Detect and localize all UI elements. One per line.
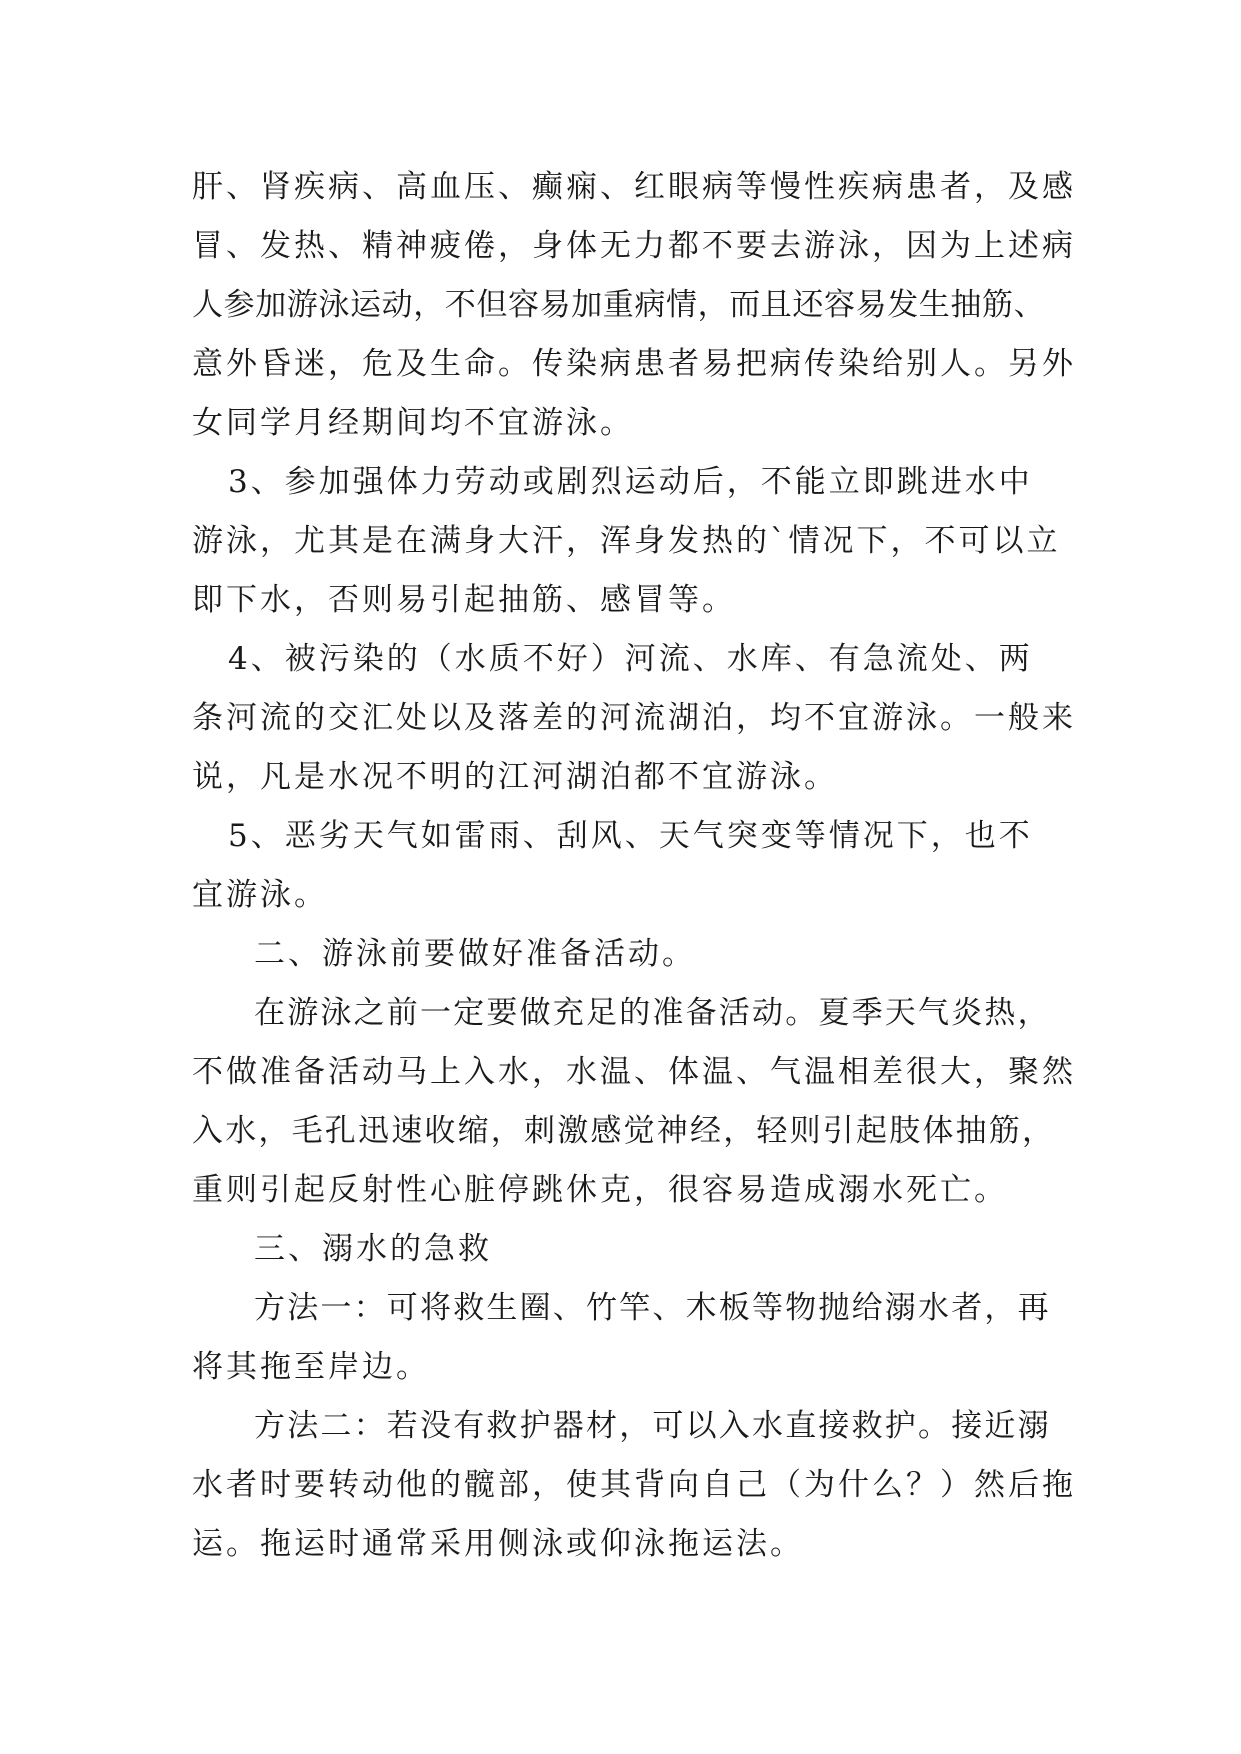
text-line: 4、被污染的（水质不好）河流、水库、有急流处、两 bbox=[228, 641, 1033, 677]
text-line: 运。拖运时通常采用侧泳或仰泳拖运法。 bbox=[192, 1526, 804, 1562]
text-line: 重则引起反射性心脏停跳休克，很容易造成溺水死亡。 bbox=[192, 1172, 1008, 1208]
text-line: 女同学月经期间均不宜游泳。 bbox=[192, 405, 634, 441]
text-line: 方法一：可将救生圈、竹竿、木板等物抛给溺水者，再 bbox=[254, 1290, 1051, 1326]
text-line: 将其拖至岸边。 bbox=[192, 1349, 430, 1385]
body-text bbox=[192, 158, 1076, 1574]
text-line: 水者时要转动他的髋部，使其背向自己（为什么？）然后拖 bbox=[192, 1467, 1076, 1503]
text-line: 肝、肾疾病、高血压、癫痫、红眼病等慢性疾病患者，及感 bbox=[192, 169, 1076, 205]
text-line: 入水，毛孔迅速收缩，刺激感觉神经，轻则引起肢体抽筋， bbox=[192, 1113, 1056, 1149]
section-heading: 三、溺水的急救 bbox=[254, 1231, 492, 1267]
text-line: 方法二：若没有救护器材，可以入水直接救护。接近溺 bbox=[254, 1408, 1051, 1444]
text-line: 说，凡是水况不明的江河湖泊都不宜游泳。 bbox=[192, 759, 838, 795]
text-line: 5、恶劣天气如雷雨、刮风、天气突变等情况下，也不 bbox=[228, 818, 1033, 854]
text-line: 宜游泳。 bbox=[192, 877, 328, 913]
text-line: 人参加游泳运动，不但容易加重病情，而且还容易发生抽筋、 bbox=[192, 287, 1046, 323]
text-line: 3、参加强体力劳动或剧烈运动后，不能立即跳进水中 bbox=[228, 464, 1033, 500]
text-line: 即下水，否则易引起抽筋、感冒等。 bbox=[192, 582, 736, 618]
text-line: 意外昏迷，危及生命。传染病患者易把病传染给别人。另外 bbox=[192, 346, 1076, 382]
text-line: 不做准备活动马上入水，水温、体温、气温相差很大，聚然 bbox=[192, 1054, 1076, 1090]
section-heading: 二、游泳前要做好准备活动。 bbox=[254, 936, 696, 972]
text-line: 在游泳之前一定要做充足的准备活动。夏季天气炎热， bbox=[254, 995, 1051, 1031]
text-line: 冒、发热、精神疲倦，身体无力都不要去游泳，因为上述病 bbox=[192, 228, 1076, 264]
text-line: 条河流的交汇处以及落差的河流湖泊，均不宜游泳。一般来 bbox=[192, 700, 1076, 736]
text-line: 游泳，尤其是在满身大汗，浑身发热的`情况下，不可以立 bbox=[192, 523, 1061, 559]
